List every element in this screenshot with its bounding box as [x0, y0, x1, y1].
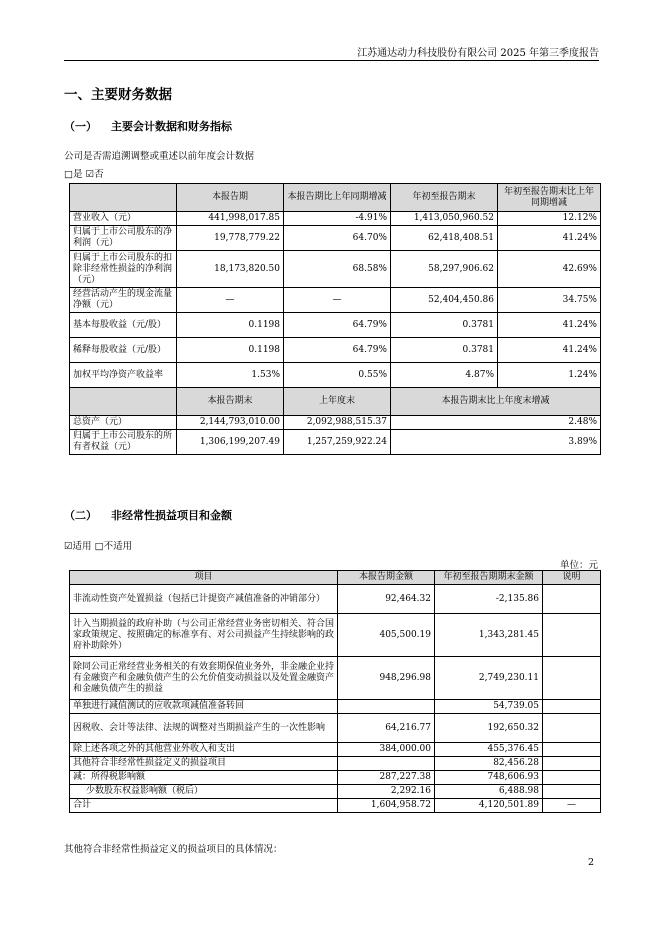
unchecked-box-icon: □ — [64, 169, 73, 180]
table-row — [70, 714, 601, 743]
cell-value: 1,604,958.72 — [338, 799, 435, 813]
cell-value — [543, 743, 601, 757]
cell-value: 58,297,906.62 — [391, 251, 498, 288]
cell-value: 1,257,259,922.24 — [284, 430, 391, 455]
table-row — [70, 226, 601, 251]
cell-value: 748,606.93 — [435, 771, 543, 785]
table-row — [70, 743, 601, 757]
cell-value: 948,296.98 — [338, 657, 435, 700]
table-header-row — [70, 571, 601, 585]
subsection-title-nonrecurring — [64, 507, 232, 523]
cell-value: 19,778,779.22 — [177, 226, 284, 251]
cell-value: 41.24% — [498, 313, 601, 338]
header-cell: 年初至报告期末比上年同期增减 — [498, 184, 601, 212]
cell-value: 82,456.28 — [435, 757, 543, 771]
cell-value: 0.3781 — [391, 338, 498, 363]
cell-value: 92,464.32 — [338, 585, 435, 614]
row-label: 少数股东权益影响额（税后） — [70, 785, 338, 799]
cell-value: 41.24% — [498, 226, 601, 251]
table-header-row-2 — [70, 388, 601, 416]
row-label: 除同公司正常经营业务相关的有效套期保值业务外，非金融企业持有金融资产和金融负债产生的公允价值变动损益以及处置金融资产和金融负债产生的损益 — [70, 657, 338, 700]
cell-value — [543, 757, 601, 771]
table-row — [70, 212, 601, 226]
cell-value: 2,144,793,010.00 — [177, 416, 284, 430]
header-cell: 本报告期金额 — [338, 571, 435, 585]
subsection-title-accounting-data — [64, 118, 232, 134]
header-cell: 上年度末 — [284, 388, 391, 416]
table-row — [70, 757, 601, 771]
table-row — [70, 585, 601, 614]
cell-value: 64.79% — [284, 313, 391, 338]
cell-value: 1,306,199,207.49 — [177, 430, 284, 455]
subsection-label: 非经常性损益项目和金额 — [111, 509, 232, 522]
row-label: 营业收入（元） — [70, 212, 177, 226]
row-label: 经营活动产生的现金流量净额（元） — [70, 288, 177, 313]
cell-value: 3.89% — [391, 430, 601, 455]
header-cell: 本报告期比上年同期增减 — [284, 184, 391, 212]
cell-value: 52,404,450.86 — [391, 288, 498, 313]
cell-value: 0.1198 — [177, 338, 284, 363]
cell-value: 62,418,408.51 — [391, 226, 498, 251]
table-row — [70, 700, 601, 714]
row-label: 加权平均净资产收益率 — [70, 363, 177, 388]
table-row — [70, 785, 601, 799]
checked-box-icon: ☑ — [64, 541, 73, 552]
row-label: 基本每股收益（元/股） — [70, 313, 177, 338]
table-row — [70, 657, 601, 700]
row-label: 归属于上市公司股东的净利润（元） — [70, 226, 177, 251]
subsection-number: （一） — [64, 120, 97, 133]
cell-value: 68.58% — [284, 251, 391, 288]
cell-value — [338, 700, 435, 714]
cell-value: 0.3781 — [391, 313, 498, 338]
cell-value: 2.48% — [391, 416, 601, 430]
unchecked-box-icon: □ — [94, 541, 104, 552]
restate-options — [64, 166, 104, 180]
header-divider — [64, 60, 599, 61]
table-row — [70, 771, 601, 785]
footnote: 其他符合非经常性损益定义的损益项目的具体情况： — [64, 844, 283, 855]
cell-value: 455,376.45 — [435, 743, 543, 757]
header-cell: 项目 — [70, 571, 338, 585]
cell-value — [543, 657, 601, 700]
unit-label: 单位：元 — [559, 560, 598, 571]
cell-value: 405,500.19 — [338, 614, 435, 657]
report-header: 江苏通达动力科技股份有限公司 2025 年第三季度报告 — [357, 48, 599, 59]
cell-value: 192,650.32 — [435, 714, 543, 743]
cell-value: 2,092,988,515.37 — [284, 416, 391, 430]
cell-value: 1,413,050,960.52 — [391, 212, 498, 226]
header-cell: 年初至报告期期末金额 — [435, 571, 543, 585]
cell-value: 18,173,820.50 — [177, 251, 284, 288]
subsection-number: （二） — [64, 509, 97, 522]
header-cell — [70, 184, 177, 212]
table-row — [70, 614, 601, 657]
option-not-applicable: 不适用 — [103, 541, 133, 552]
option-no: 否 — [94, 169, 104, 180]
cell-value: 2,292.16 — [338, 785, 435, 799]
cell-value: 64.70% — [284, 226, 391, 251]
cell-value: — — [284, 288, 391, 313]
cell-value: 42.69% — [498, 251, 601, 288]
row-label: 因税收、会计等法律、法规的调整对当期损益产生的一次性影响 — [70, 714, 338, 743]
cell-value — [543, 771, 601, 785]
cell-value: 384,000.00 — [338, 743, 435, 757]
header-cell: 说明 — [543, 571, 601, 585]
option-yes: 是 — [72, 169, 83, 180]
cell-value: 287,227.38 — [338, 771, 435, 785]
row-label: 归属于上市公司股东的所有者权益（元） — [70, 430, 177, 455]
table-row — [70, 288, 601, 313]
table-row-total — [70, 799, 601, 813]
cell-value: -2,135.86 — [435, 585, 543, 614]
cell-value: 441,998,017.85 — [177, 212, 284, 226]
row-label: 稀释每股收益（元/股） — [70, 338, 177, 363]
cell-value — [338, 757, 435, 771]
cell-value — [543, 614, 601, 657]
cell-value — [543, 785, 601, 799]
applicable-options — [64, 538, 132, 552]
key-financial-table — [69, 183, 601, 455]
row-label: 其他符合非经常性损益定义的损益项目 — [70, 757, 338, 771]
cell-value: -4.91% — [284, 212, 391, 226]
table-row — [70, 430, 601, 455]
row-label: 非流动性资产处置损益（包括已计提资产减值准备的冲销部分） — [70, 585, 338, 614]
table-row — [70, 416, 601, 430]
nonrecurring-table — [69, 570, 601, 813]
restate-question: 公司是否需追溯调整或重述以前年度会计数据 — [64, 151, 255, 162]
table-row — [70, 313, 601, 338]
cell-value: 64,216.77 — [338, 714, 435, 743]
row-label: 单独进行减值测试的应收款项减值准备转回 — [70, 700, 338, 714]
cell-value: — — [177, 288, 284, 313]
header-cell: 本报告期末 — [177, 388, 284, 416]
row-label: 计入当期损益的政府补助（与公司正常经营业务密切相关、符合国家政策规定、按照确定的标准享有、对公司损益产生持续影响的政府补助除外） — [70, 614, 338, 657]
row-label: 总资产（元） — [70, 416, 177, 430]
row-label: 除上述各项之外的其他营业外收入和支出 — [70, 743, 338, 757]
checked-box-icon: ☑ — [85, 169, 95, 180]
option-applicable: 适用 — [72, 541, 92, 552]
table-row — [70, 251, 601, 288]
cell-value: — — [543, 799, 601, 813]
cell-value: 54,739.05 — [435, 700, 543, 714]
row-label: 减：所得税影响额 — [70, 771, 338, 785]
cell-value: 1.24% — [498, 363, 601, 388]
cell-value — [543, 585, 601, 614]
cell-value: 0.1198 — [177, 313, 284, 338]
cell-value: 1,343,281.45 — [435, 614, 543, 657]
header-cell: 年初至报告期末 — [391, 184, 498, 212]
page-number: 2 — [588, 857, 595, 868]
cell-value: 4,120,501.89 — [435, 799, 543, 813]
row-label: 合计 — [70, 799, 338, 813]
subsection-label: 主要会计数据和财务指标 — [111, 120, 232, 133]
cell-value: 0.55% — [284, 363, 391, 388]
cell-value — [543, 714, 601, 743]
table-header-row — [70, 184, 601, 212]
cell-value: 64.79% — [284, 338, 391, 363]
table-row — [70, 338, 601, 363]
header-cell: 本报告期末比上年度末增减 — [391, 388, 601, 416]
cell-value: 4.87% — [391, 363, 498, 388]
table-row — [70, 363, 601, 388]
row-label: 归属于上市公司股东的扣除非经常性损益的净利润（元） — [70, 251, 177, 288]
cell-value: 34.75% — [498, 288, 601, 313]
header-cell — [70, 388, 177, 416]
cell-value: 6,488.98 — [435, 785, 543, 799]
header-cell: 本报告期 — [177, 184, 284, 212]
cell-value: 2,749,230.11 — [435, 657, 543, 700]
cell-value: 1.53% — [177, 363, 284, 388]
cell-value: 12.12% — [498, 212, 601, 226]
cell-value — [543, 700, 601, 714]
section-title-financial-data: 一、主要财务数据 — [64, 87, 172, 103]
cell-value: 41.24% — [498, 338, 601, 363]
